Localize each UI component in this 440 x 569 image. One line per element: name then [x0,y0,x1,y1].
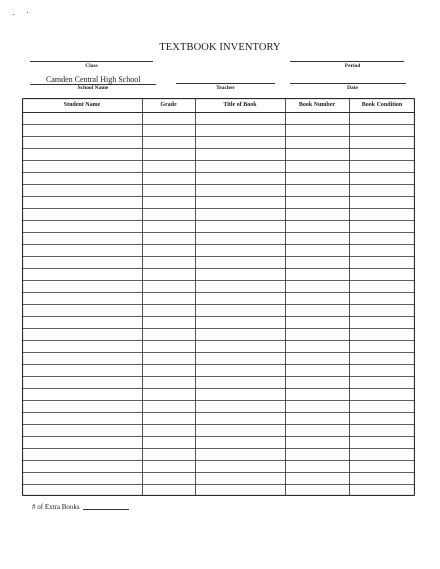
teacher-label: Teacher [216,85,235,91]
inventory-table [22,98,415,496]
extra-books-field [32,503,129,511]
table-grid-lines [22,98,415,496]
period-label: Period [344,63,361,69]
scan-speck [13,14,14,15]
date-line[interactable] [290,83,406,84]
column-header-book-condition: Book Condition [361,102,403,108]
extra-books-line[interactable] [83,509,129,510]
column-header-student-name: Student Name [63,102,101,108]
school-name-label: School Name [77,85,109,91]
teacher-line[interactable] [176,83,275,84]
column-header-title-of-book: Title of Book [223,102,257,108]
date-label: Date [347,85,358,91]
period-line[interactable] [290,61,404,62]
class-label: Class [85,63,98,69]
form-title: TEXTBOOK INVENTORY [159,42,281,53]
column-header-grade: Grade [160,102,177,108]
school-name-value: Camden Central High School [46,75,141,84]
class-line[interactable] [30,61,153,62]
extra-books-label: # of Extra Books [32,503,80,511]
column-header-book-number: Book Number [298,102,336,108]
scan-speck [27,12,28,13]
